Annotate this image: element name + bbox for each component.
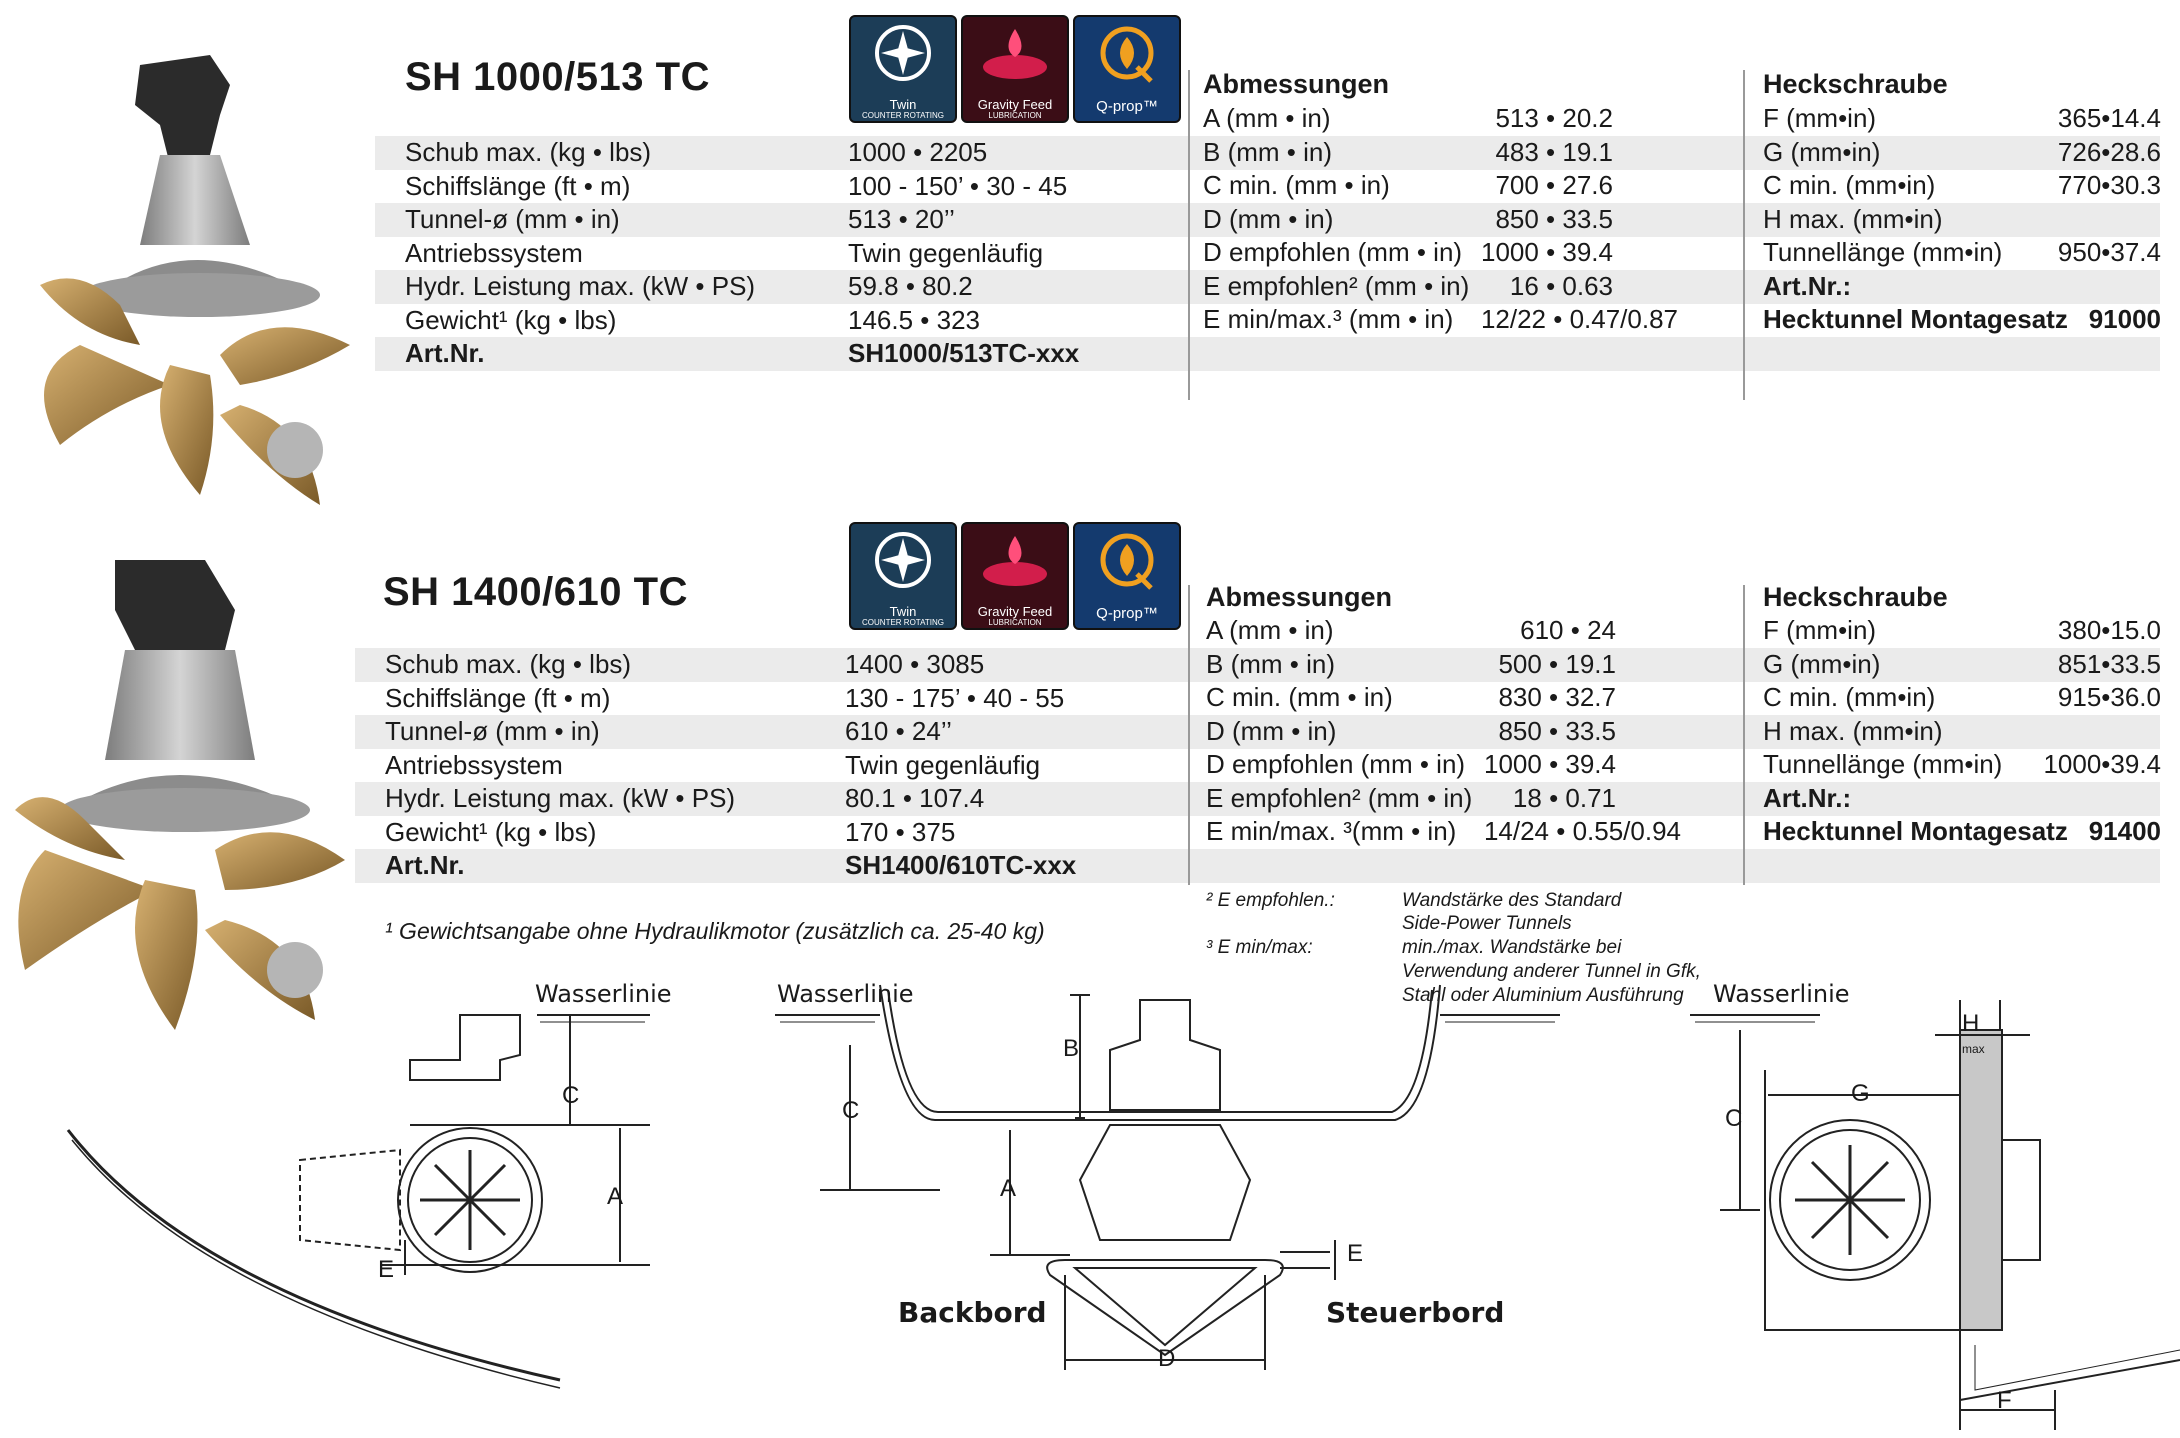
- dim-key: A (mm • in): [1206, 615, 1334, 645]
- badge-label: Twin: [889, 97, 917, 112]
- dim-key: B (mm • in): [1203, 136, 1332, 167]
- dim-key: D empfohlen (mm • in): [1203, 237, 1463, 267]
- spec-value: 610 • 24’’: [845, 716, 952, 746]
- stern-key: H max. (mm•in): [1763, 203, 1943, 234]
- stern-key: H max. (mm•in): [1763, 715, 1943, 746]
- spec-value: 170 • 375: [845, 816, 956, 847]
- stern-value: 91000: [2088, 304, 2161, 334]
- stern-view-diagram: [1690, 1000, 2180, 1430]
- dim-value: 830 • 32.7: [1498, 682, 1616, 712]
- product-title: SH 1000/513 TC: [405, 55, 710, 99]
- stern-key: Art.Nr.:: [1763, 270, 1852, 301]
- dim-label-g: G: [1851, 1080, 1870, 1107]
- dim-key: E empfohlen² (mm • in): [1203, 270, 1470, 301]
- spec-value: 130 - 175’ • 40 - 55: [845, 682, 1065, 713]
- stern-value: 91400: [2088, 816, 2161, 846]
- badge-sub: COUNTER ROTATING: [862, 618, 944, 627]
- dim-value: 513 • 20.2: [1495, 103, 1613, 133]
- dim-value: 14/24 • 0.55/0.94: [1483, 816, 1681, 846]
- stern-key: F (mm•in): [1763, 103, 1877, 133]
- badge-label: Q-prop™: [1096, 605, 1158, 622]
- spec-value: 59.8 • 80.2: [848, 271, 973, 301]
- dim-label-max: max: [1962, 1042, 1985, 1056]
- dim-key: D empfohlen (mm • in): [1206, 749, 1466, 779]
- dim-value: 1000 • 39.4: [1481, 237, 1613, 267]
- footnote-e-minmax-label: ³ E min/max:: [1206, 937, 1313, 958]
- dim-value: 610 • 24: [1520, 615, 1616, 645]
- dim-value: 483 • 19.1: [1495, 136, 1613, 167]
- waterline-label-right: Wasserlinie: [1713, 980, 1850, 1008]
- stern-heading: Heckschraube: [1763, 582, 1948, 612]
- badge-label: Q-prop™: [1096, 98, 1158, 115]
- stern-key: Hecktunnel Montagesatz: [1763, 304, 2068, 334]
- footnote-e-minmax-text: Stahl oder Aluminium Ausführung: [1402, 985, 1684, 1006]
- stern-value: 770•30.3: [2057, 170, 2161, 200]
- stern-key: C min. (mm•in): [1763, 682, 1936, 712]
- dimensions-heading: Abmessungen: [1206, 582, 1393, 612]
- stern-value: 915•36.0: [2057, 682, 2161, 712]
- footnote-e-minmax-text: Verwendung anderer Tunnel in Gfk,: [1402, 961, 1701, 982]
- waterline-label-left: Wasserlinie: [535, 980, 672, 1008]
- dim-label-c: C: [562, 1082, 580, 1109]
- dim-key: D (mm • in): [1206, 715, 1337, 746]
- badge-sub: LUBRICATION: [988, 618, 1042, 627]
- spec-value: 80.1 • 107.4: [845, 783, 985, 813]
- dim-key: E empfohlen² (mm • in): [1206, 782, 1473, 813]
- port-label: Backbord: [898, 1296, 1047, 1329]
- spec-key: Tunnel-ø (mm • in): [405, 204, 620, 234]
- stern-key: F (mm•in): [1763, 615, 1877, 645]
- stern-value: 851•33.5: [2057, 648, 2161, 679]
- dim-key: B (mm • in): [1206, 648, 1335, 679]
- stern-key: Tunnellänge (mm•in): [1763, 237, 2003, 267]
- spec-value: 146.5 • 323: [848, 304, 980, 335]
- dimensions-heading: Abmessungen: [1203, 69, 1390, 99]
- spec-key: Hydr. Leistung max. (kW • PS): [405, 271, 756, 301]
- dim-label-e: E: [1347, 1240, 1364, 1267]
- spec-key: Gewicht¹ (kg • lbs): [405, 304, 617, 335]
- spec-key: Schiffslänge (ft • m): [385, 682, 611, 713]
- spec-key: Antriebssystem: [385, 749, 563, 780]
- dim-key: E min/max.³ (mm • in): [1203, 304, 1454, 334]
- stern-value: 380•15.0: [2057, 615, 2161, 645]
- spec-value: 1000 • 2205: [848, 137, 988, 167]
- spec-value: 1400 • 3085: [845, 649, 985, 679]
- weight-footnote: ¹ Gewichtsangabe ohne Hydraulikmotor (zusätzlich ca. 25-40 kg): [385, 918, 1045, 944]
- stern-key: G (mm•in): [1763, 136, 1881, 167]
- dim-label-c: C: [842, 1097, 860, 1124]
- spec-key: Gewicht¹ (kg • lbs): [385, 816, 597, 847]
- dim-value: 700 • 27.6: [1495, 170, 1613, 200]
- footnote-e-minmax-text: min./max. Wandstärke bei: [1402, 937, 1622, 958]
- dim-key: D (mm • in): [1203, 203, 1334, 234]
- badge-sub: LUBRICATION: [988, 111, 1042, 120]
- stern-key: C min. (mm•in): [1763, 170, 1936, 200]
- dim-value: 18 • 0.71: [1512, 782, 1616, 813]
- dim-value: 1000 • 39.4: [1484, 749, 1616, 779]
- spec-key: Schub max. (kg • lbs): [385, 649, 632, 679]
- spec-value: 513 • 20’’: [848, 204, 955, 234]
- dim-key: E min/max. ³(mm • in): [1206, 816, 1457, 846]
- spec-value: 100 - 150’ • 30 - 45: [848, 170, 1068, 201]
- starboard-label: Steuerbord: [1326, 1296, 1505, 1329]
- footnote-e-recommended-text: Side-Power Tunnels: [1402, 913, 1572, 934]
- dim-key: C min. (mm • in): [1203, 170, 1390, 200]
- dim-key: A (mm • in): [1203, 103, 1331, 133]
- spec-key: Schiffslänge (ft • m): [405, 170, 631, 201]
- spec-key: Antriebssystem: [405, 237, 583, 268]
- dim-value: 500 • 19.1: [1498, 648, 1616, 679]
- stern-value: 1000•39.4: [2043, 749, 2161, 779]
- spec-key: Hydr. Leistung max. (kW • PS): [385, 783, 736, 813]
- hull-curve-left: [68, 1130, 560, 1380]
- side-view-diagram: [300, 1015, 650, 1275]
- stern-heading: Heckschraube: [1763, 69, 1948, 99]
- dim-label-a: A: [1000, 1175, 1017, 1202]
- badge-sub: COUNTER ROTATING: [862, 111, 944, 120]
- stern-value: 726•28.6: [2057, 136, 2161, 167]
- spec-value: SH1400/610TC-xxx: [845, 850, 1077, 880]
- product-title: SH 1400/610 TC: [383, 570, 688, 614]
- spec-key: Schub max. (kg • lbs): [405, 137, 652, 167]
- badge-label: Twin: [889, 604, 917, 619]
- stern-value: 365•14.4: [2057, 103, 2161, 133]
- dim-label-f: F: [1997, 1387, 2012, 1414]
- stern-key: Art.Nr.:: [1763, 782, 1852, 813]
- dim-label-a: A: [607, 1183, 624, 1210]
- dim-label-d: D: [1158, 1345, 1176, 1372]
- footnote-e-recommended-label: ² E empfohlen.:: [1206, 890, 1335, 911]
- waterline-label-center: Wasserlinie: [777, 980, 914, 1008]
- badge-label: Gravity Feed: [977, 97, 1053, 112]
- dim-label-e: E: [378, 1256, 395, 1283]
- stern-value: 950•37.4: [2057, 237, 2161, 267]
- spec-value: Twin gegenläufig: [845, 749, 1041, 780]
- stern-key: G (mm•in): [1763, 648, 1881, 679]
- badge-label: Gravity Feed: [977, 604, 1053, 619]
- spec-key: Art.Nr.: [385, 850, 465, 880]
- dim-label-b: B: [1063, 1035, 1080, 1062]
- spec-value: Twin gegenläufig: [848, 237, 1044, 268]
- dim-value: 850 • 33.5: [1498, 715, 1616, 746]
- stern-key: Tunnellänge (mm•in): [1763, 749, 2003, 779]
- dim-value: 850 • 33.5: [1495, 203, 1613, 234]
- spec-key: Art.Nr.: [405, 338, 485, 368]
- dim-label-c: C: [1725, 1105, 1743, 1132]
- stern-key: Hecktunnel Montagesatz: [1763, 816, 2068, 846]
- dim-key: C min. (mm • in): [1206, 682, 1393, 712]
- dim-label-h: H: [1962, 1010, 1980, 1037]
- dim-value: 12/22 • 0.47/0.87: [1480, 304, 1678, 334]
- footnote-e-recommended-text: Wandstärke des Standard: [1402, 890, 1622, 911]
- dim-value: 16 • 0.63: [1509, 270, 1613, 301]
- spec-key: Tunnel-ø (mm • in): [385, 716, 600, 746]
- spec-value: SH1000/513TC-xxx: [848, 338, 1080, 368]
